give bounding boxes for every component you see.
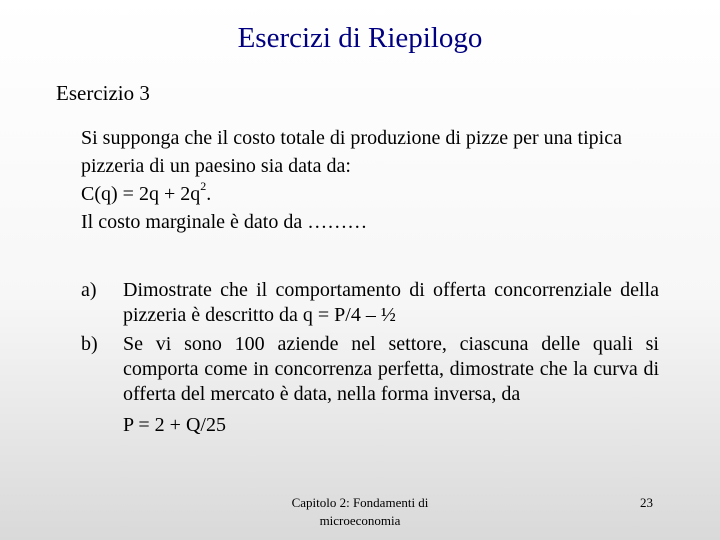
cost-function-end: .: [206, 183, 212, 205]
item-marker-a: a): [81, 279, 97, 301]
cost-function: [81, 180, 671, 208]
intro-text: Si supponga che il costo totale di produzione di pizze per una tipica pizzeria di un paesino sia data da:: [81, 127, 622, 177]
inverse-supply-formula: P = 2 + Q/25: [123, 414, 226, 436]
footer-source: Capitolo 2: Fondamenti di microeconomia: [291, 495, 429, 528]
item-text-b: Se vi sono 100 aziende nel settore, ciascuna delle quali si comporta come in concorrenza perfetta, dimostrate che la curva di offerta del mercato è data, nella forma inversa, da: [123, 333, 659, 405]
exercise-items: [81, 278, 659, 442]
exercise-intro: [81, 124, 671, 236]
item-marker-b: b): [81, 333, 98, 355]
marginal-cost-line: Il costo marginale è dato da ………: [81, 211, 368, 233]
cost-function-base: C(q) = 2q + 2q: [81, 183, 201, 205]
exercise-heading: Esercizio 3: [56, 81, 150, 105]
item-text-a: Dimostrate che il comportamento di offerta concorrenziale della pizzeria è descritto da q = P/4 – ½: [123, 279, 659, 326]
cost-function-exponent: 2: [200, 179, 207, 194]
exercise-item-b: [81, 332, 659, 438]
slide-title: Esercizi di Riepilogo: [237, 22, 483, 54]
page-number: 23: [640, 495, 653, 510]
exercise-item-a: [81, 278, 659, 328]
